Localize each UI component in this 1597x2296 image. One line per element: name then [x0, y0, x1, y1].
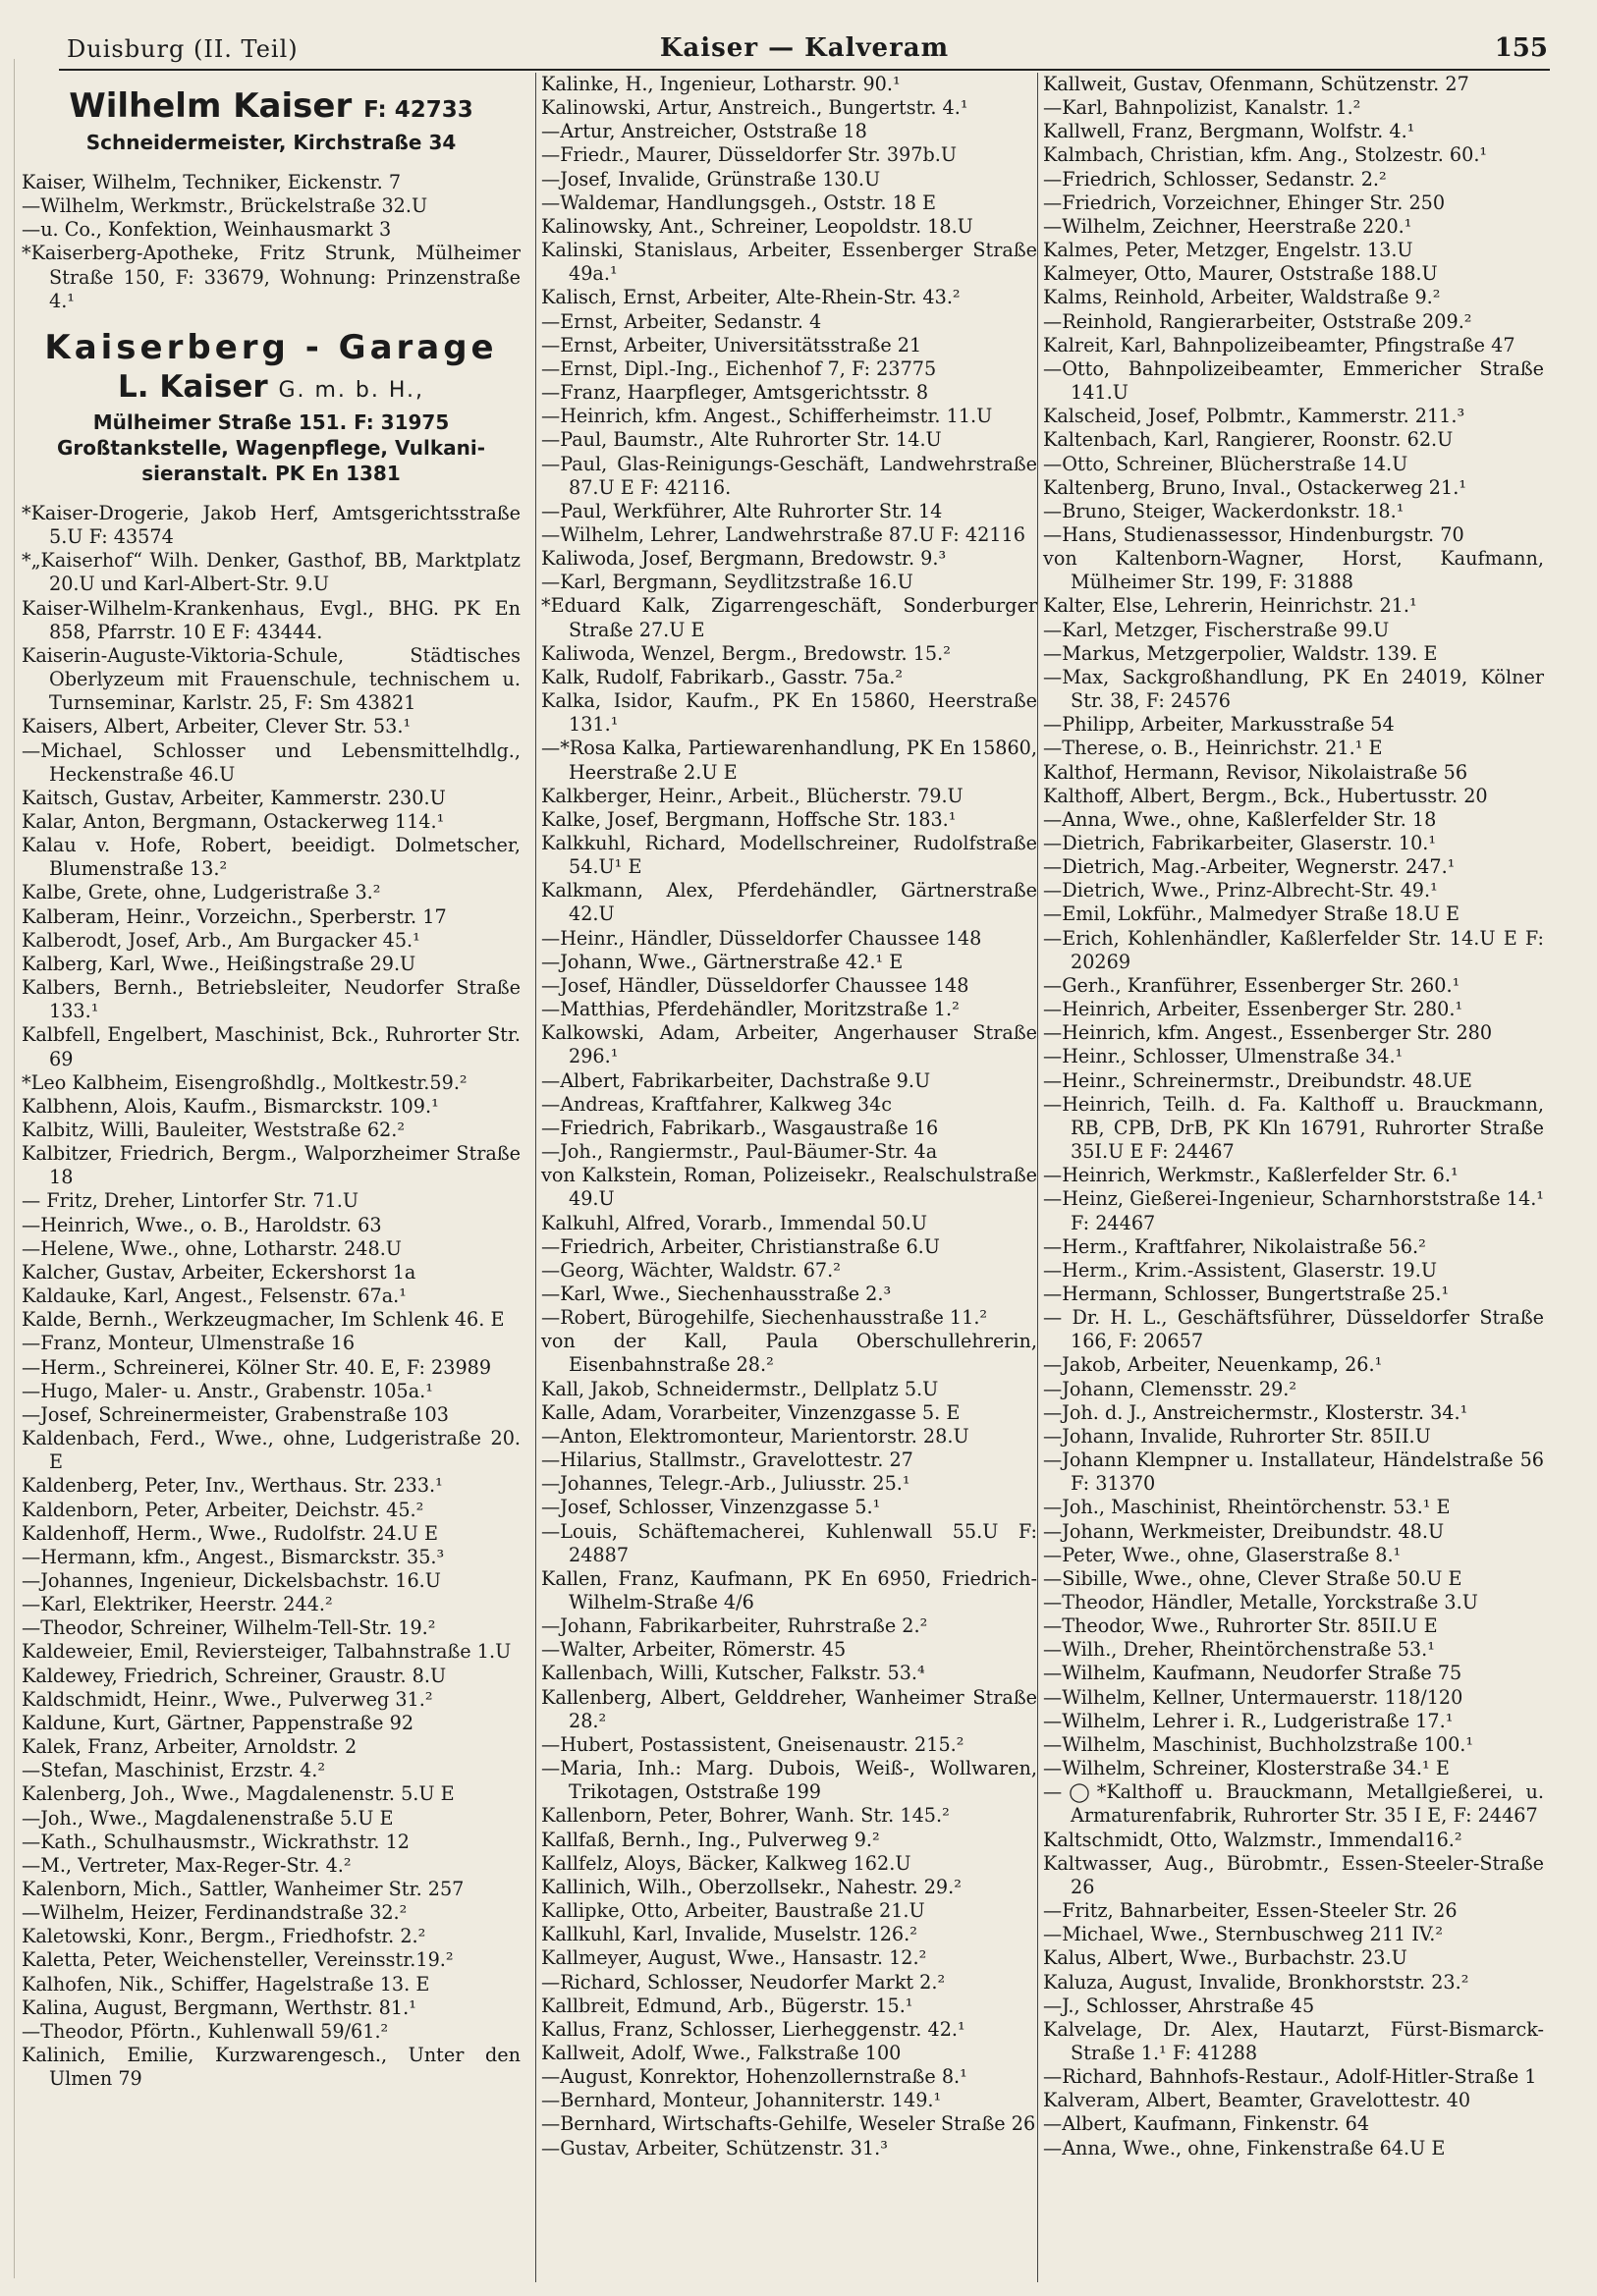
directory-entry: Kalek, Franz, Arbeiter, Arnoldstr. 2 — [22, 1735, 358, 1759]
advert-phone: F: 42733 — [363, 97, 473, 123]
page-header — [59, 29, 1550, 71]
directory-entry: — Fritz, Dreher, Lintorfer Str. 71.U — [22, 1189, 359, 1213]
directory-entry: —Theodor, Pförtn., Kuhlenwall 59/61.² — [22, 2019, 389, 2043]
directory-entry: —Johannes, Ingenieur, Dickelsbachstr. 16.U — [22, 1568, 441, 1592]
column-3 — [1037, 73, 1544, 2282]
directory-entry: —Philipp, Arbeiter, Markusstraße 54 — [1043, 713, 1395, 737]
directory-entry: —M., Vertreter, Max-Reger-Str. 4.² — [22, 1853, 352, 1877]
directory-entry: —J., Schlosser, Ahrstraße 45 — [1043, 1994, 1315, 2017]
directory-entry: —Sibille, Wwe., ohne, Clever Straße 50.U E — [1043, 1566, 1462, 1590]
directory-entry: —Fritz, Bahnarbeiter, Essen-Steeler Str. 26 — [1043, 1899, 1458, 1923]
directory-entry: Kaliwoda, Josef, Bergmann, Bredowstr. 9.³ — [541, 547, 947, 571]
directory-entry: —Maria, Inh.: Marg. Dubois, Weiß-, Wollwaren, Trikotagen, Oststraße 199 — [541, 1757, 1037, 1804]
directory-entry: —Theodor, Händler, Metalle, Yorckstraße 3.U — [1043, 1591, 1478, 1613]
directory-entry: —Anton, Elektromonteur, Marientorstr. 28.U — [541, 1424, 969, 1448]
directory-entry: —Paul, Baumstr., Alte Ruhrorter Str. 14.U — [541, 428, 942, 452]
directory-entry: —Franz, Monteur, Ulmenstraße 16 — [22, 1332, 356, 1355]
directory-entry: —Hubert, Postassistent, Gneisenaustr. 215.² — [541, 1732, 964, 1756]
directory-entry: Kalveram, Albert, Beamter, Gravelottestr. 40 — [1043, 2089, 1471, 2112]
directory-entry: —Wilhelm, Lehrer i. R., Ludgeristraße 17.¹ — [1043, 1709, 1454, 1732]
directory-entry: —Ernst, Dipl.-Ing., Eichenhof 7, F: 23775 — [541, 356, 937, 380]
directory-entry: Kalke, Josef, Bergmann, Hoffsche Str. 183.¹ — [541, 807, 957, 831]
directory-entry: Kalenberg, Joh., Wwe., Magdalenenstr. 5.U E — [22, 1782, 455, 1806]
directory-entry: Kalberam, Heinr., Vorzeichn., Sperberstr. 17 — [22, 904, 447, 928]
directory-entry: Kallfelz, Aloys, Bäcker, Kalkweg 162.U — [541, 1851, 911, 1875]
directory-entry: Kallweit, Gustav, Ofenmann, Schützenstr. 27 — [1043, 73, 1469, 95]
directory-entry: —Josef, Schlosser, Vinzenzgasse 5.¹ — [541, 1496, 881, 1519]
directory-entry: —Jakob, Arbeiter, Neuenkamp, 26.¹ — [1043, 1353, 1383, 1377]
directory-entry: —Richard, Schlosser, Neudorfer Markt 2.² — [541, 1970, 946, 1994]
directory-entry: Kalmbach, Christian, kfm. Ang., Stolzestr. 60.¹ — [1043, 143, 1488, 167]
directory-entry: —Heinrich, Werkmstr., Kaßlerfelder Str. 6.¹ — [1043, 1164, 1459, 1187]
directory-entry: —Johann, Clemensstr. 29.² — [1043, 1377, 1297, 1400]
directory-entry: —Heinrich, Wwe., o. B., Haroldstr. 63 — [22, 1213, 382, 1236]
directory-entry: Kaltenbach, Karl, Rangierer, Roonstr. 62.U — [1043, 428, 1454, 452]
directory-entry: —Josef, Invalide, Grünstraße 130.U — [541, 167, 881, 191]
directory-entry: Kaletta, Peter, Weichensteller, Vereinsstr.19.² — [22, 1948, 454, 1972]
directory-entry: Kalinowsky, Ant., Schreiner, Leopoldstr. 18.U — [541, 214, 973, 238]
directory-entry: —Dietrich, Mag.-Arbeiter, Wegnerstr. 247.¹ — [1043, 855, 1456, 879]
directory-entry: —Gerh., Kranführer, Essenberger Str. 260.¹ — [1043, 973, 1460, 997]
directory-entry: —Heinrich, Arbeiter, Essenberger Str. 280.¹ — [1043, 998, 1463, 1021]
directory-entry: Kalkkuhl, Richard, Modellschreiner, Rudolfstraße 54.U¹ E — [541, 832, 1037, 879]
directory-entry: Kalka, Isidor, Kaufm., PK En 15860, Heerstraße 131.¹ — [541, 689, 1037, 737]
directory-entry: —Michael, Wwe., Sternbuschweg 211 IV.² — [1043, 1923, 1444, 1946]
advert-name: Wilhelm Kaiser — [69, 86, 353, 126]
directory-entry: Kallus, Franz, Schlosser, Lierheggenstr. 42.¹ — [541, 2017, 965, 2041]
directory-entry: Kalenborn, Mich., Sattler, Wanheimer Str. 257 — [22, 1878, 465, 1900]
directory-entry: —Friedrich, Fabrikarb., Wasgaustraße 16 — [541, 1116, 939, 1139]
directory-entry: —Wilhelm, Maschinist, Buchholzstraße 100.¹ — [1043, 1732, 1474, 1756]
directory-entry: Kalkberger, Heinr., Arbeit., Blücherstr. 79.U — [541, 784, 964, 807]
directory-entry: Kallfaß, Bernh., Ing., Pulverweg 9.² — [541, 1828, 880, 1851]
directory-entry: von Kaltenborn-Wagner, Horst, Kaufmann, Mülheimer Str. 199, F: 31888 — [1043, 547, 1544, 594]
directory-entry: von der Kall, Paula Oberschullehrerin, Eisenbahnstraße 28.² — [541, 1330, 1037, 1377]
column-2 — [535, 73, 1037, 2282]
directory-entry: Kalkmann, Alex, Pferdehändler, Gärtnerstraße 42.U — [541, 879, 1037, 926]
directory-entry: Kalbers, Bernh., Betriebsleiter, Neudorfer Straße 133.¹ — [22, 976, 521, 1023]
directory-entry: —Herm., Schreinerei, Kölner Str. 40. E, F: 23989 — [22, 1355, 492, 1379]
entry-list — [22, 502, 521, 2091]
directory-entry: —Bruno, Steiger, Wackerdonkstr. 18.¹ — [1043, 499, 1404, 522]
directory-entry: Kalbhenn, Alois, Kaufm., Bismarckstr. 109.¹ — [22, 1094, 439, 1118]
page-number: 155 — [1494, 33, 1548, 63]
directory-entry: —Bernhard, Wirtschafts-Gehilfe, Weseler Straße 26 — [541, 2112, 1036, 2136]
directory-entry: Kalisch, Ernst, Arbeiter, Alte-Rhein-Str. 43.² — [541, 286, 961, 309]
directory-entry: —Hermann, Schlosser, Bungertstraße 25.¹ — [1043, 1282, 1450, 1305]
directory-entry: Kaitsch, Gustav, Arbeiter, Kammerstr. 230.U — [22, 786, 446, 809]
directory-entry: Kalberodt, Josef, Arb., Am Burgacker 45.¹ — [22, 928, 420, 952]
entry-list — [1043, 73, 1544, 2160]
directory-entry: Kalinowski, Artur, Anstreich., Bungertstr. 4.¹ — [541, 96, 968, 120]
directory-entry: —Hugo, Maler- u. Anstr., Grabenstr. 105a.¹ — [22, 1379, 433, 1402]
directory-entry: —Erich, Kohlenhändler, Kaßlerfelder Str. 14.U E F: 20269 — [1043, 926, 1544, 973]
directory-entry: —Hilarius, Stallmstr., Gravelottestr. 27 — [541, 1449, 913, 1472]
directory-entry: —Karl, Bahnpolizist, Kanalstr. 1.² — [1043, 96, 1361, 120]
directory-entry: Kallenbach, Willi, Kutscher, Falkstr. 53.⁴ — [541, 1662, 925, 1685]
directory-entry: Kallweit, Adolf, Wwe., Falkstraße 100 — [541, 2041, 902, 2064]
directory-entry: Kalberg, Karl, Wwe., Heißingstraße 29.U — [22, 952, 416, 975]
directory-entry: —Herm., Kraftfahrer, Nikolaistraße 56.² — [1043, 1234, 1426, 1258]
directory-entry: Kalus, Albert, Wwe., Burbachstr. 23.U — [1043, 1946, 1407, 1970]
directory-entry: Kalinski, Stanislaus, Arbeiter, Essenberger Straße 49a.¹ — [541, 239, 1037, 286]
directory-entry: —Wilhelm, Zeichner, Heerstraße 220.¹ — [1043, 214, 1412, 238]
directory-entry: —Heinr., Händler, Düsseldorfer Chaussee 148 — [541, 926, 982, 950]
directory-entry: Kaliwoda, Wenzel, Bergm., Bredowstr. 15.² — [541, 641, 951, 665]
directory-entry: *Kaiser-Drogerie, Jakob Herf, Amtsgerichtsstraße 5.U F: 43574 — [22, 501, 521, 549]
directory-entry: —Johann, Wwe., Gärtnerstraße 42.¹ E — [541, 950, 904, 973]
directory-entry: Kalle, Adam, Vorarbeiter, Vinzenzgasse 5. E — [541, 1400, 961, 1424]
directory-entry: —Wilh., Dreher, Rheintörchenstraße 53.¹ — [1043, 1638, 1435, 1662]
directory-entry: —Franz, Haarpfleger, Amtsgerichtsstr. 8 — [541, 381, 929, 405]
directory-entry: —Wilhelm, Kaufmann, Neudorfer Straße 75 — [1043, 1662, 1462, 1685]
directory-entry: —Herm., Krim.-Assistent, Glaserstr. 19.U — [1043, 1258, 1438, 1282]
directory-entry: —Waldemar, Handlungsgeh., Oststr. 18 E — [541, 191, 937, 214]
directory-entry: Kaletowski, Konr., Bergm., Friedhofstr. 2.² — [22, 1925, 426, 1948]
directory-entry: Kalbitzer, Friedrich, Bergm., Walporzheimer Straße 18 — [22, 1142, 521, 1189]
directory-entry: —Richard, Bahnhofs-Restaur., Adolf-Hitler-Straße 1 — [1043, 2065, 1537, 2089]
directory-entry: —Bernhard, Monteur, Johanniterstr. 149.¹ — [541, 2089, 942, 2112]
directory-entry: —Max, Sackgroßhandlung, PK En 24019, Kölner Str. 38, F: 24576 — [1043, 665, 1544, 713]
directory-entry: —Heinrich, kfm. Angest., Essenberger Str. 280 — [1043, 1021, 1493, 1045]
directory-entry: — Dr. H. L., Geschäftsführer, Düsseldorfer Straße 166, F: 20657 — [1043, 1306, 1544, 1353]
directory-entry: Kaiserin-Auguste-Viktoria-Schule, Städtisches Oberlyzeum mit Frauenschule, technischem u. Turnseminar, Karlstr. 25, F: Sm 43821 — [22, 643, 521, 715]
directory-entry: Kalvelage, Dr. Alex, Hautarzt, Fürst-Bismarck-Straße 1.¹ F: 41288 — [1043, 2017, 1544, 2064]
directory-entry: —Paul, Glas-Reinigungs-Geschäft, Landwehrstraße 87.U E F: 42116. — [541, 452, 1037, 499]
directory-entry: Kalkuhl, Alfred, Vorarb., Immendal 50.U — [541, 1211, 928, 1234]
advert-kaiserberg-garage — [22, 327, 521, 486]
directory-entry: Kaluza, August, Invalide, Bronkhorststr. 23.² — [1043, 1970, 1469, 1994]
directory-entry: —Karl, Elektriker, Heerstr. 244.² — [22, 1593, 333, 1616]
directory-entry: —Albert, Kaufmann, Finkenstr. 64 — [1043, 2112, 1370, 2136]
directory-entry: Kalhofen, Nik., Schiffer, Hagelstraße 13. E — [22, 1972, 430, 1995]
directory-entry: —Otto, Bahnpolizeibeamter, Emmericher Straße 141.U — [1043, 356, 1544, 405]
directory-entry: Kaltwasser, Aug., Bürobmtr., Essen-Steeler-Straße 26 — [1043, 1851, 1544, 1898]
directory-entry: Kaldune, Kurt, Gärtner, Pappenstraße 92 — [22, 1711, 414, 1734]
directory-entry: Kalau v. Hofe, Robert, beeidigt. Dolmetscher, Blumenstraße 13.² — [22, 834, 521, 881]
directory-entry: —Georg, Wächter, Waldstr. 67.² — [541, 1258, 841, 1282]
directory-entry: —Joh. d. J., Anstreichermstr., Klosterstr. 34.¹ — [1043, 1400, 1468, 1424]
directory-entry: —Karl, Bergmann, Seydlitzstraße 16.U — [541, 571, 913, 594]
directory-entry: Kallen, Franz, Kaufmann, PK En 6950, Friedrich-Wilhelm-Straße 4/6 — [541, 1566, 1037, 1613]
directory-entry: —Robert, Bürogehilfe, Siechenhausstraße 11.² — [541, 1306, 988, 1330]
directory-entry: *Leo Kalbheim, Eisengroßhdlg., Moltkestr.59.² — [22, 1070, 468, 1094]
entry-list — [541, 73, 1037, 2160]
directory-entry: —Matthias, Pferdehändler, Moritzstraße 1.² — [541, 998, 960, 1021]
directory-entry: Kaldenhoff, Herm., Wwe., Rudolfstr. 24.U E — [22, 1521, 438, 1545]
advert-legal-form: G. m. b. H., — [278, 377, 424, 403]
directory-entry: Kallwell, Franz, Bergmann, Wolfstr. 4.¹ — [1043, 120, 1415, 143]
directory-entry: Kaldenborn, Peter, Arbeiter, Deichstr. 45.² — [22, 1498, 424, 1521]
directory-entry: —Hans, Studienassessor, Hindenburgstr. 70 — [1043, 522, 1464, 546]
directory-entry: Kalbitz, Willi, Bauleiter, Weststraße 62.² — [22, 1119, 406, 1141]
directory-entry: Kaiser-Wilhelm-Krankenhaus, Evgl., BHG. PK En 858, Pfarrstr. 10 E F: 43444. — [22, 596, 521, 643]
directory-entry: —Josef, Händler, Düsseldorfer Chaussee 148 — [541, 973, 969, 997]
directory-entry: —Friedrich, Arbeiter, Christianstraße 6.U — [541, 1234, 940, 1258]
directory-entry: Kaldauke, Karl, Angest., Felsenstr. 67a.¹ — [22, 1285, 407, 1308]
advert-line: Mülheimer Straße 151. F: 31975 — [92, 410, 450, 434]
directory-entry: Kalbfell, Engelbert, Maschinist, Bck., Ruhrorter Str. 69 — [22, 1023, 521, 1070]
directory-entry: —Artur, Anstreicher, Oststraße 18 — [541, 120, 867, 143]
directory-entry: —Peter, Wwe., ohne, Glaserstraße 8.¹ — [1043, 1543, 1402, 1566]
advert-line: Schneidermeister, Kirchstraße 34 — [85, 131, 457, 154]
directory-entry: Kall, Jakob, Schneidermstr., Dellplatz 5.U — [541, 1377, 939, 1400]
directory-entry: Kaltenberg, Bruno, Inval., Ostackerweg 21.¹ — [1043, 475, 1467, 499]
directory-entry: —*Rosa Kalka, Partiewarenhandlung, PK En 15860, Heerstraße 2.U E — [541, 737, 1037, 784]
directory-entry: Kalcher, Gustav, Arbeiter, Eckershorst 1a — [22, 1260, 416, 1284]
directory-entry: —Heinrich, kfm. Angest., Schifferheimstr. 11.U — [541, 405, 993, 428]
directory-entry: —Johann, Werkmeister, Dreibundstr. 48.U — [1043, 1519, 1445, 1543]
directory-entry: Kalmes, Peter, Metzger, Engelstr. 13.U — [1043, 239, 1413, 262]
directory-entry: —Anna, Wwe., ohne, Kaßlerfelder Str. 18 — [1043, 807, 1437, 831]
advert-firm: L. Kaiser — [118, 368, 268, 405]
directory-entry: —Hermann, kfm., Angest., Bismarckstr. 35.³ — [22, 1545, 445, 1568]
directory-entry: Kalar, Anton, Bergmann, Ostackerweg 114.¹ — [22, 809, 445, 833]
directory-entry: —Stefan, Maschinist, Erzstr. 4.² — [22, 1759, 326, 1782]
directory-entry: —Johann, Fabrikarbeiter, Ruhrstraße 2.² — [541, 1614, 928, 1638]
directory-entry: —Heinr., Schreinermstr., Dreibundstr. 48.UE — [1043, 1068, 1472, 1092]
directory-entry: *Kaiserberg-Apotheke, Fritz Strunk, Mülheimer Straße 150, F: 33679, Wohnung: Prinzenstraße 4.¹ — [22, 242, 521, 312]
header-section: Duisburg (II. Teil) — [67, 35, 299, 63]
directory-entry: Kallkuhl, Karl, Invalide, Muselstr. 126.² — [541, 1923, 917, 1946]
advert-line: Großtankstelle, Wagenpflege, Vulkani- — [56, 435, 486, 460]
directory-entry: Kalkowski, Adam, Arbeiter, Angerhauser Straße 296.¹ — [541, 1021, 1037, 1068]
directory-entry: —Ernst, Arbeiter, Universitätsstraße 21 — [541, 333, 922, 356]
directory-entry: Kallenborn, Peter, Bohrer, Wanh. Str. 145.² — [541, 1804, 950, 1828]
advert-wilhelm-kaiser — [22, 86, 521, 155]
directory-entry: —Friedrich, Vorzeichner, Ehinger Str. 250 — [1043, 191, 1446, 214]
directory-entry: —Karl, Metzger, Fischerstraße 99.U — [1043, 618, 1390, 641]
directory-entry: —Wilhelm, Schreiner, Klosterstraße 34.¹ E — [1043, 1757, 1450, 1780]
directory-entry: *Eduard Kalk, Zigarrengeschäft, Sonderburger Straße 27.U E — [541, 594, 1037, 641]
directory-entry: —Heinrich, Teilh. d. Fa. Kalthoff u. Brauckmann, RB, CPB, DrB, PK Kln 16791, Ruhrorter Straße 35I.U E F: 24467 — [1043, 1092, 1544, 1164]
advert-name: Kaiserberg - Garage — [44, 327, 498, 367]
directory-entry: —Theodor, Schreiner, Wilhelm-Tell-Str. 19.² — [22, 1616, 436, 1640]
directory-entry: Kalde, Bernh., Werkzeugmacher, Im Schlenk 46. E — [22, 1308, 505, 1332]
directory-entry: —Paul, Werkführer, Alte Ruhrorter Str. 14 — [541, 499, 943, 522]
directory-entry: —Therese, o. B., Heinrichstr. 21.¹ E — [1043, 737, 1383, 760]
directory-entry: Kalthoff, Albert, Bergm., Bck., Hubertusstr. 20 — [1043, 784, 1488, 807]
directory-entry: Kalthof, Hermann, Revisor, Nikolaistraße 56 — [1043, 760, 1468, 784]
directory-entry: —Wilhelm, Werkmstr., Brückelstraße 32.U — [22, 194, 428, 218]
directory-entry: —Heinr., Schlosser, Ulmenstraße 34.¹ — [1043, 1045, 1404, 1068]
directory-entry: —Wilhelm, Heizer, Ferdinandstraße 32.² — [22, 1901, 408, 1925]
directory-entry: Kaldeweier, Emil, Reviersteiger, Talbahnstraße 1.U — [22, 1640, 512, 1664]
directory-entry: Kaltschmidt, Otto, Walzmstr., Immendal16.² — [1043, 1828, 1462, 1851]
directory-entry: Kalinke, H., Ingenieur, Lotharstr. 90.¹ — [541, 73, 901, 95]
directory-entry: Kallmeyer, August, Wwe., Hansastr. 12.² — [541, 1946, 927, 1970]
directory-entry: —Wilhelm, Kellner, Untermauerstr. 118/120 — [1043, 1685, 1463, 1709]
directory-entry: Kallinich, Wilh., Oberzollsekr., Nahestr. 29.² — [541, 1875, 962, 1898]
directory-entry: —Johannes, Telegr.-Arb., Juliusstr. 25.¹ — [541, 1472, 910, 1496]
directory-entry: Kalina, August, Bergmann, Werthstr. 81.¹ — [22, 1995, 416, 2019]
directory-entry: —Friedr., Maurer, Düsseldorfer Str. 397b.U — [541, 143, 957, 167]
directory-entry: Kaldenberg, Peter, Inv., Werthaus. Str. 233.¹ — [22, 1474, 443, 1498]
directory-entry: —◯*Kalthoff u. Brauckmann, Metallgießerei, u. Armaturenfabrik, Ruhrorter Str. 35 I E, F: 24467 — [1043, 1780, 1544, 1828]
directory-entry: Kalreit, Karl, Bahnpolizeibeamter, Pfingstraße 47 — [1043, 333, 1515, 356]
entry-list — [22, 171, 521, 313]
directory-entry: Kaldenbach, Ferd., Wwe., ohne, Ludgeristraße 20. E — [22, 1427, 521, 1474]
directory-entry: —Emil, Lokführ., Malmedyer Straße 18.U E — [1043, 902, 1460, 926]
directory-entry: —Dietrich, Wwe., Prinz-Albrecht-Str. 49.¹ — [1043, 879, 1438, 902]
directory-entry: —Walter, Arbeiter, Römerstr. 45 — [541, 1638, 847, 1662]
directory-entry: —Heinz, Gießerei-Ingenieur, Scharnhorststraße 14.¹ F: 24467 — [1043, 1187, 1544, 1234]
directory-entry: —Helene, Wwe., ohne, Lotharstr. 248.U — [22, 1236, 402, 1260]
directory-entry: Kallenberg, Albert, Gelddreher, Wanheimer Straße 28.² — [541, 1685, 1037, 1732]
directory-entry: —Joh., Maschinist, Rheintörchenstr. 53.¹ E — [1043, 1496, 1451, 1519]
directory-entry: —Reinhold, Rangierarbeiter, Oststraße 209.² — [1043, 309, 1472, 333]
directory-entry: Kalter, Else, Lehrerin, Heinrichstr. 21.¹ — [1043, 594, 1417, 618]
directory-entry: Kaiser, Wilhelm, Techniker, Eickenstr. 7 — [22, 171, 402, 193]
directory-entry: Kalinich, Emilie, Kurzwarengesch., Unter den Ulmen 79 — [22, 2044, 521, 2091]
directory-entry: Kalk, Rudolf, Fabrikarb., Gasstr. 75a.² — [541, 665, 904, 688]
directory-entry: —Joh., Wwe., Magdalenenstraße 5.U E — [22, 1806, 394, 1830]
directory-entry: —Johann Klempner u. Installateur, Händelstraße 56 F: 31370 — [1043, 1449, 1544, 1496]
directory-entry: —u. Co., Konfektion, Weinhausmarkt 3 — [22, 218, 392, 242]
column-1 — [22, 73, 521, 2282]
advert-line: sieranstalt. PK En 1381 — [141, 461, 401, 485]
directory-entry: Kallbreit, Edmund, Arb., Bügerstr. 15.¹ — [541, 1994, 913, 2017]
directory-entry: —Dietrich, Fabrikarbeiter, Glaserstr. 10.¹ — [1043, 832, 1437, 854]
directory-entry: —August, Konrektor, Hohenzollernstraße 8.¹ — [541, 2065, 967, 2089]
directory-entry: —Markus, Metzgerpolier, Waldstr. 139. E — [1043, 641, 1438, 665]
directory-entry: —Josef, Schreinermeister, Grabenstraße 103 — [22, 1402, 449, 1426]
directory-entry: —Joh., Rangiermstr., Paul-Bäumer-Str. 4a — [541, 1140, 938, 1164]
directory-entry: Kaisers, Albert, Arbeiter, Clever Str. 53.¹ — [22, 715, 412, 738]
directory-entry: —Andreas, Kraftfahrer, Kalkweg 34c — [541, 1092, 893, 1116]
directory-entry: von Kalkstein, Roman, Polizeisekr., Realschulstraße 49.U — [541, 1164, 1037, 1211]
directory-entry: —Gustav, Arbeiter, Schützenstr. 31.³ — [541, 2136, 888, 2159]
directory-entry: —Friedrich, Schlosser, Sedanstr. 2.² — [1043, 167, 1387, 191]
directory-entry: Kalmeyer, Otto, Maurer, Oststraße 188.U — [1043, 262, 1438, 286]
directory-entry: Kaldschmidt, Heinr., Wwe., Pulverweg 31.² — [22, 1687, 433, 1711]
directory-entry: —Wilhelm, Lehrer, Landwehrstraße 87.U F: 42116 — [541, 522, 1025, 546]
directory-entry: —Otto, Schreiner, Blücherstraße 14.U — [1043, 452, 1408, 475]
directory-entry: —Johann, Invalide, Ruhrorter Str. 85II.U — [1043, 1424, 1431, 1448]
directory-entry: Kalms, Reinhold, Arbeiter, Waldstraße 9.² — [1043, 286, 1441, 309]
header-range: Kaiser — Kalveram — [659, 33, 950, 63]
directory-entry: Kaldewey, Friedrich, Schreiner, Graustr. 8.U — [22, 1664, 447, 1687]
directory-entry: Kalscheid, Josef, Polbmtr., Kammerstr. 211.³ — [1043, 405, 1465, 428]
directory-entry: —Anna, Wwe., ohne, Finkenstraße 64.U E — [1043, 2136, 1446, 2159]
directory-entry: —Theodor, Wwe., Ruhrorter Str. 85II.U E — [1043, 1614, 1438, 1638]
scan-margin — [0, 59, 15, 2278]
directory-entry: —Albert, Fabrikarbeiter, Dachstraße 9.U — [541, 1068, 931, 1092]
directory-entry: —Karl, Wwe., Siechenhausstraße 2.³ — [541, 1282, 892, 1305]
directory-entry: Kallipke, Otto, Arbeiter, Baustraße 21.U — [541, 1899, 925, 1923]
directory-entry: —Kath., Schulhausmstr., Wickrathstr. 12 — [22, 1830, 410, 1853]
directory-entry: —Michael, Schlosser und Lebensmittelhdlg., Heckenstraße 46.U — [22, 738, 521, 786]
directory-entry: *„Kaiserhof“ Wilh. Denker, Gasthof, BB, Marktplatz 20.U und Karl-Albert-Str. 9.U — [22, 549, 521, 596]
directory-entry: —Ernst, Arbeiter, Sedanstr. 4 — [541, 309, 822, 333]
directory-entry: —Louis, Schäftemacherei, Kuhlenwall 55.U F: 24887 — [541, 1519, 1037, 1566]
directory-entry: Kalbe, Grete, ohne, Ludgeristraße 3.² — [22, 881, 381, 904]
